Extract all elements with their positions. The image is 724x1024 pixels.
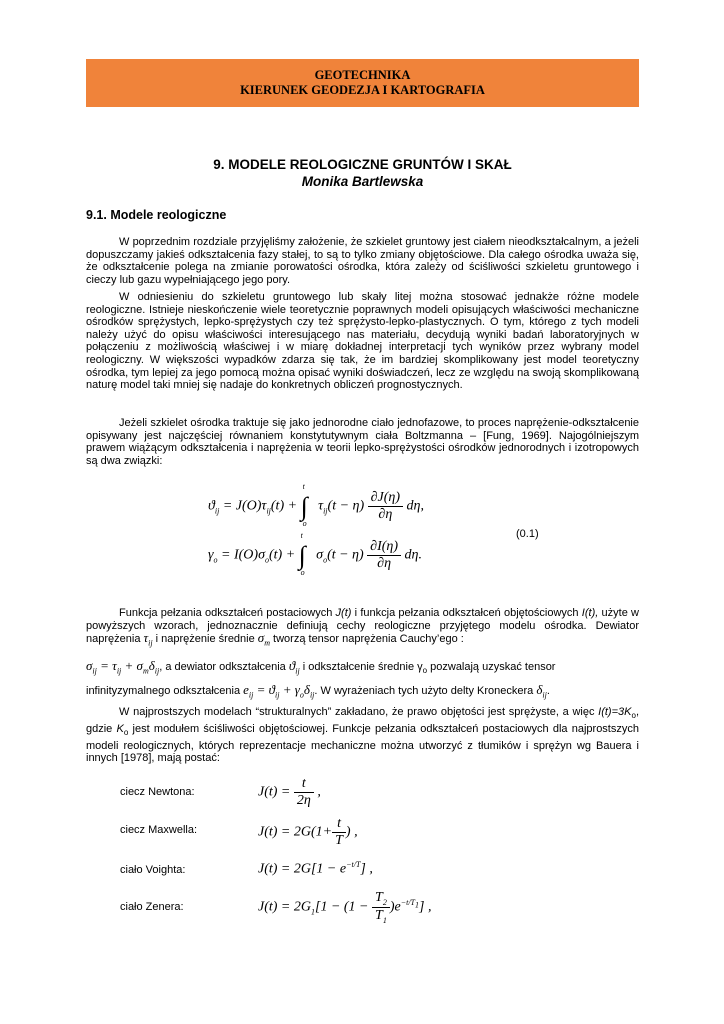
model-label-zener: ciało Zenera: <box>120 901 184 913</box>
p6-text-a: infinityzymalnego odkształcenia <box>86 685 244 697</box>
p5-text-c: pozwalają uzyskać tensor <box>427 661 556 673</box>
creep-function-j: J(t) <box>335 607 352 619</box>
paragraph-1-text: W poprzednim rozdziale przyjęliśmy założenie, że szkielet gruntowy jest ciałem nieodkształcalnym, a jeżeli dopuszczamy jakieś odkształcenia fazy stałej, to są to tylko zmiany objętościowe. Dla całego ośrodka uważa się, że odkształcenie polega na zmianie porowatości ośrodka, która zależy od ściśliwości szkieletu gruntowego i cieczy lub gazu wypełniającego jego pory. <box>86 236 639 286</box>
p7-text-b: , gdzie <box>86 706 639 735</box>
paragraph-6 <box>86 684 639 702</box>
formula-maxwell: J(t) = 2G(1+ $\frac{t}{T}$ ) , <box>258 816 358 848</box>
p4-text-e: tworzą tensor naprężenia Cauchy’ego : <box>270 633 464 646</box>
equation-number: (0.1) <box>516 528 539 540</box>
p7-symbol-k: K <box>116 722 124 735</box>
p5-text-a: , a dewiator odkształcenia <box>159 661 289 673</box>
paragraph-1 <box>86 236 639 286</box>
model-label-newton: ciecz Newtona: <box>120 786 195 798</box>
p4-text-d: i naprężenie średnie <box>152 633 258 646</box>
paragraph-5: $\sigma_{ij} = \tau_{ij} + \sigma_m\delta_{ij}$, a dewiator odkształcenia $ϑ_{ij}$ i odkształcenie średnie $\gamma_o$ pozwalają uzyskać tensor <box>86 658 556 676</box>
symbol-theta-ij: $ϑ_{ij}$ <box>288 658 300 676</box>
model-label-voight: ciało Voighta: <box>120 864 186 876</box>
formula-zener: $J(t) = 2G_1[1 - (1$ − $\frac{T_2}{T_1}$ )$e^{-t/T_1}$] , <box>258 890 432 925</box>
symbol-tau-ij: $\tau_{ij}$ <box>143 630 153 648</box>
formula-voight: $J(t) = 2G[1 - e^{-t/T}]$ , <box>258 860 373 877</box>
p4-text-a: Funkcja pełzania odkształceń postaciowych <box>119 607 336 619</box>
paragraph-2 <box>86 291 639 392</box>
header-line-1: GEOTECHNIKA <box>314 68 411 82</box>
paragraph-4 <box>86 607 639 650</box>
equation-0-1-line-2: $\gamma_o = I(O)\sigma_o(t)$ + t ∫ o $\sigma_o(t - \eta)$ $\frac{\partial I(\eta)}{\partial\eta}$ dη. <box>208 530 422 577</box>
equation-0-1-line-1: $ϑ_{ij} = J(O)\tau_{ij}(t)$ + t ∫ o $\tau_{ij}(t - \eta)$ $\frac{\partial J(\eta)}{\partial\eta}$ dη, <box>208 481 424 528</box>
paragraph-3-text: Jeżeli szkielet ośrodka traktuje się jako jednorodne ciało jednofazowe, to proces naprężenie-odkształcenie opisywany jest najczęściej równaniem konstytutywnym ciała Boltzmanna – [Fung, 1969]. Najogólniejszym prawem wiążącym odkształcenia i naprężenia w teorii lepko-sprężystości ośrodków jednorodnych i izotropowych są dwa związki: <box>86 417 639 467</box>
chapter-title: 9. MODELE REOLOGICZNE GRUNTÓW I SKAŁ <box>213 157 512 172</box>
symbol-sigma-m: $\sigma_m$ <box>257 630 270 648</box>
course-header-banner <box>86 59 639 107</box>
p7-formula: I(t)=3K <box>598 706 632 718</box>
formula-newton: J(t) = $\frac{t}{2\eta}$ , <box>258 776 321 808</box>
model-label-maxwell: ciecz Maxwella: <box>120 824 198 836</box>
p7-text-a: W najprostszych modelach “strukturalnych” zakładano, że prawo objętości jest sprężyste, a więc <box>119 706 599 718</box>
creep-function-i: I(t), <box>581 607 599 619</box>
p5-text-b: i odkształcenie średnie γ <box>299 661 423 673</box>
paragraph-7: W najprostszych modelach “strukturalnych” zakładano, że prawo objętości jest sprężyste, a więc $I(t)=3K_o$, gdzie $K_o$ jest modułem ściśliwości objętościowej. Funkcje pełzania odkształceń postaciowych dla najprostszych modeli reologicznych, których reprezentacje mechaniczne można utworzyć z tłumików i sprężyn wg Bauera i innych [1978], mają postać: <box>86 706 639 765</box>
header-line-2: KIERUNEK GEODEZJA I KARTOGRAFIA <box>240 83 485 97</box>
stress-tensor-formula: $\sigma_{ij} = \tau_{ij} + \sigma_m\delta_{ij}$ <box>86 658 160 676</box>
symbol-kronecker-delta: $\delta_{ij}$ <box>536 682 547 700</box>
p6-text-b: . W wyrażeniach tych użyto delty Kroneckera <box>314 685 537 697</box>
paragraph-2-text: W odniesieniu do szkieletu gruntowego lub skały litej można stosować jednakże różne modele reologiczne. Istnieje nieskończenie wiele teoretycznie poprawnych modeli opisujących właściwości mechaniczne ośrodków sprężystych, lepko-sprężystych czy też sprężysto-lepko-plastycznych. O tym, którego z tych modeli należy użyć do opisu właściwości interesującego nas materiału, decydują wyniki badań laboratoryjnych w połączeniu z możliwością właściwej i w miarę dokładnej interpretacji tych wyników przez wybrany model reologiczny. W większości wypadków zdarza się tak, że im bardziej skomplikowany jest model teoretyczny ośrodka, tym lepiej za jego pomocą można opisać wyniki doświadczeń, lecz ze względu na swoją skomplikowaną naturę model taki mniej się nadaje do konkretnych obliczeń prognostycznych. <box>86 291 639 392</box>
p7-text-c: jest modułem ściśliwości objętościowej. Funkcje pełzania odkształceń postaciowych dla najprostszych modeli reologicznych, których reprezentacje mechaniczne można utworzyć z tłumików i sprężyn wg Bauera i innych [1978], mają postać: <box>86 722 639 765</box>
strain-tensor-formula: $e_{ij} = ϑ_{ij} + \gamma_o\delta_{ij}$ <box>243 682 315 700</box>
chapter-author: Monika Bartlewska <box>301 174 424 189</box>
section-heading: 9.1. Modele reologiczne <box>86 208 227 222</box>
p4-text-b: i funkcja pełzania odkształceń objętościowych <box>351 607 582 619</box>
paragraph-3 <box>86 417 639 467</box>
p6-text-c: . <box>546 685 550 697</box>
p4-text-c: użyte w powyższych wzorach, jednoznacznie definiują cechy reologiczne przyjętego modelu ośrodka. Dewiator naprężenia <box>86 607 639 646</box>
